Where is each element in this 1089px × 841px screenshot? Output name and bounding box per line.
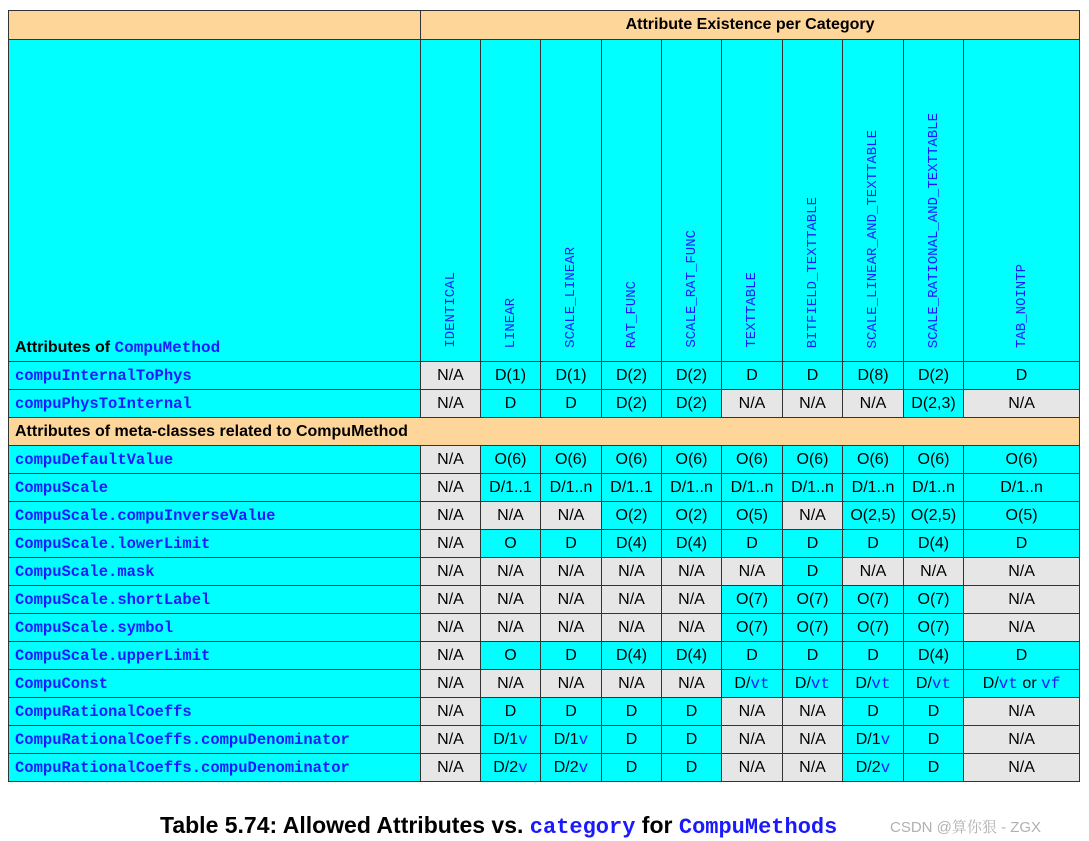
cell-text-part: D/1 xyxy=(493,730,519,748)
existence-cell xyxy=(481,754,541,782)
category-label: BITFIELD_TEXTTABLE xyxy=(804,196,821,348)
attribute-name: CompuScale.upperLimit xyxy=(9,642,421,670)
existence-cell: D(1) xyxy=(541,362,602,390)
existence-cell: D(4) xyxy=(904,530,964,558)
existence-cell: D xyxy=(602,698,662,726)
existence-cell: N/A xyxy=(421,446,481,474)
table-row xyxy=(9,474,1080,502)
existence-cell: D(2,3) xyxy=(904,390,964,418)
attribute-name: CompuRationalCoeffs.compuDenominator xyxy=(9,754,421,782)
existence-cell: O(2) xyxy=(662,502,722,530)
table-row xyxy=(9,754,1080,782)
existence-cell: D/1..n xyxy=(904,474,964,502)
category-label: SCALE_RAT_FUNC xyxy=(683,230,700,348)
existence-cell: D xyxy=(541,642,602,670)
existence-cell: N/A xyxy=(421,642,481,670)
existence-cell: D xyxy=(481,698,541,726)
existence-cell: O(6) xyxy=(602,446,662,474)
attribute-name: CompuScale.shortLabel xyxy=(9,586,421,614)
existence-cell: D(2) xyxy=(602,390,662,418)
attribute-name: CompuConst xyxy=(9,670,421,698)
attributes-header-text: Attributes of xyxy=(15,339,115,356)
existence-cell: N/A xyxy=(602,670,662,698)
existence-cell: D(2) xyxy=(662,362,722,390)
cell-text-part: D/ xyxy=(855,674,872,692)
existence-cell: O(7) xyxy=(843,586,904,614)
cell-code-part: v xyxy=(518,730,528,749)
cell-text-part: D/1 xyxy=(553,730,579,748)
category-header xyxy=(722,40,783,362)
cell-code-part: vt xyxy=(750,674,770,693)
existence-cell xyxy=(843,670,904,698)
existence-cell: N/A xyxy=(421,474,481,502)
attribute-name: CompuScale.lowerLimit xyxy=(9,530,421,558)
cell-text-part: D/ xyxy=(915,674,932,692)
attribute-name: compuPhysToInternal xyxy=(9,390,421,418)
category-label: TEXTTABLE xyxy=(744,272,760,348)
existence-cell: D(4) xyxy=(904,642,964,670)
attribute-name: CompuScale.symbol xyxy=(9,614,421,642)
existence-cell: D xyxy=(541,698,602,726)
existence-cell: N/A xyxy=(722,558,783,586)
group-title: Attribute Existence per Category xyxy=(421,11,1080,40)
cell-code-part: v xyxy=(880,758,891,777)
existence-cell: N/A xyxy=(783,502,843,530)
existence-cell: D(4) xyxy=(662,530,722,558)
existence-cell: N/A xyxy=(602,614,662,642)
existence-cell: D(1) xyxy=(481,362,541,390)
existence-cell: D xyxy=(602,754,662,782)
existence-cell: O(7) xyxy=(722,586,783,614)
existence-cell: O(6) xyxy=(722,446,783,474)
existence-cell: N/A xyxy=(662,670,722,698)
table-row xyxy=(9,390,1080,418)
existence-cell: D xyxy=(904,698,964,726)
existence-cell: O(5) xyxy=(722,502,783,530)
existence-cell: N/A xyxy=(904,558,964,586)
existence-cell: O(7) xyxy=(722,614,783,642)
existence-cell: N/A xyxy=(421,558,481,586)
category-label: SCALE_LINEAR xyxy=(563,247,579,348)
existence-cell: D xyxy=(783,530,843,558)
existence-cell: D/1..1 xyxy=(481,474,541,502)
category-header xyxy=(662,40,722,362)
table-row xyxy=(9,446,1080,474)
cell-code-part: vt xyxy=(871,674,891,693)
category-label: LINEAR xyxy=(502,297,519,348)
existence-cell xyxy=(843,726,904,754)
existence-cell: D/1..n xyxy=(662,474,722,502)
attribute-name: CompuRationalCoeffs.compuDenominator xyxy=(9,726,421,754)
existence-cell: N/A xyxy=(783,754,843,782)
existence-cell: O(7) xyxy=(904,614,964,642)
existence-cell: O(7) xyxy=(783,586,843,614)
existence-cell: D(4) xyxy=(602,530,662,558)
existence-cell: D(4) xyxy=(662,642,722,670)
cell-code-part: v xyxy=(578,730,589,749)
existence-cell: N/A xyxy=(481,586,541,614)
existence-cell: N/A xyxy=(964,586,1080,614)
existence-cell: N/A xyxy=(722,390,783,418)
cell-code-part: v xyxy=(518,758,528,777)
existence-cell: O(6) xyxy=(843,446,904,474)
existence-cell: N/A xyxy=(722,726,783,754)
existence-cell: N/A xyxy=(541,614,602,642)
existence-cell: N/A xyxy=(964,390,1080,418)
existence-cell: D(2) xyxy=(602,362,662,390)
existence-cell: O(6) xyxy=(783,446,843,474)
cell-text-part: D/2 xyxy=(553,758,579,776)
existence-cell: D xyxy=(722,362,783,390)
existence-cell: N/A xyxy=(421,530,481,558)
cell-text-part: D/ xyxy=(734,674,751,692)
existence-cell: N/A xyxy=(964,726,1080,754)
cell-text-part: D/ xyxy=(794,674,811,692)
table-row xyxy=(9,642,1080,670)
table-row xyxy=(9,362,1080,390)
existence-cell: D xyxy=(904,726,964,754)
existence-cell: D(8) xyxy=(843,362,904,390)
existence-cell: N/A xyxy=(421,726,481,754)
attributes-header xyxy=(9,40,421,362)
existence-cell xyxy=(843,754,904,782)
existence-cell: O(7) xyxy=(843,614,904,642)
header-corner xyxy=(9,11,421,40)
existence-cell: O(2,5) xyxy=(843,502,904,530)
existence-cell: O xyxy=(481,642,541,670)
existence-cell: N/A xyxy=(964,614,1080,642)
existence-cell: N/A xyxy=(421,586,481,614)
cell-text-part: D/ xyxy=(982,674,999,692)
table-row xyxy=(9,670,1080,698)
existence-cell: O(5) xyxy=(964,502,1080,530)
cell-code-part: vf xyxy=(1041,674,1061,693)
caption-code-compumethods: CompuMethods xyxy=(678,815,838,840)
existence-cell: D xyxy=(722,530,783,558)
existence-cell: D xyxy=(602,726,662,754)
existence-cell: N/A xyxy=(783,698,843,726)
existence-cell xyxy=(783,670,843,698)
existence-cell: N/A xyxy=(481,502,541,530)
cell-code-part: v xyxy=(578,758,589,777)
existence-cell: D/1..1 xyxy=(602,474,662,502)
existence-cell: N/A xyxy=(421,670,481,698)
existence-cell: N/A xyxy=(541,670,602,698)
category-header xyxy=(964,40,1080,362)
category-header xyxy=(843,40,904,362)
category-label: IDENTICAL xyxy=(442,272,459,348)
existence-cell: D xyxy=(904,754,964,782)
existence-cell: O(7) xyxy=(904,586,964,614)
existence-cell: N/A xyxy=(662,586,722,614)
cell-code-part: vt xyxy=(810,674,831,693)
existence-cell: D xyxy=(964,530,1080,558)
existence-cell: D xyxy=(964,362,1080,390)
existence-cell: N/A xyxy=(481,670,541,698)
existence-cell: D xyxy=(964,642,1080,670)
existence-cell: N/A xyxy=(602,586,662,614)
table-row xyxy=(9,558,1080,586)
existence-cell: D xyxy=(783,362,843,390)
table-row xyxy=(9,726,1080,754)
existence-cell: N/A xyxy=(602,558,662,586)
existence-cell: N/A xyxy=(541,558,602,586)
attribute-table xyxy=(8,10,1080,782)
category-header xyxy=(602,40,662,362)
existence-cell: N/A xyxy=(964,698,1080,726)
existence-cell: D/1..n xyxy=(541,474,602,502)
existence-cell: D xyxy=(481,390,541,418)
existence-cell xyxy=(481,726,541,754)
existence-cell: D xyxy=(662,754,722,782)
table-row xyxy=(9,586,1080,614)
table-row xyxy=(9,502,1080,530)
existence-cell xyxy=(541,754,602,782)
category-label: SCALE_RATIONAL_AND_TEXTTABLE xyxy=(925,112,942,348)
cell-code-part: vt xyxy=(998,674,1018,693)
existence-cell: N/A xyxy=(722,698,783,726)
cell-text-part: D/2 xyxy=(493,758,519,776)
existence-cell: N/A xyxy=(481,614,541,642)
existence-cell xyxy=(541,726,602,754)
existence-cell: N/A xyxy=(421,390,481,418)
existence-cell: N/A xyxy=(421,754,481,782)
existence-cell xyxy=(722,670,783,698)
existence-cell: O(2) xyxy=(602,502,662,530)
existence-cell xyxy=(904,670,964,698)
existence-cell: D(2) xyxy=(904,362,964,390)
table-row xyxy=(9,530,1080,558)
existence-cell: D xyxy=(843,698,904,726)
existence-cell: D xyxy=(722,642,783,670)
category-header xyxy=(904,40,964,362)
attribute-name: compuInternalToPhys xyxy=(9,362,421,390)
existence-cell: N/A xyxy=(421,502,481,530)
existence-cell: D/1..n xyxy=(722,474,783,502)
existence-cell: N/A xyxy=(541,502,602,530)
table-caption xyxy=(160,812,837,840)
cell-code-part: vt xyxy=(931,674,952,693)
table-row xyxy=(9,614,1080,642)
existence-cell: D xyxy=(843,530,904,558)
existence-cell: O(6) xyxy=(481,446,541,474)
existence-cell: D xyxy=(783,558,843,586)
existence-cell: N/A xyxy=(722,754,783,782)
category-label: RAT_FUNC xyxy=(623,280,640,348)
section-header: Attributes of meta-classes related to CompuMethod xyxy=(9,418,1080,446)
existence-cell: O(6) xyxy=(662,446,722,474)
caption-mid: for xyxy=(635,812,679,838)
existence-cell: N/A xyxy=(843,558,904,586)
existence-cell: D(4) xyxy=(602,642,662,670)
existence-cell: N/A xyxy=(541,586,602,614)
existence-cell: D xyxy=(662,726,722,754)
cell-text-part: or xyxy=(1017,674,1042,692)
existence-cell: D xyxy=(662,698,722,726)
attributes-header-code: CompuMethod xyxy=(114,339,221,357)
existence-cell: O(6) xyxy=(904,446,964,474)
category-label: SCALE_LINEAR_AND_TEXTTABLE xyxy=(865,129,881,348)
existence-cell: D xyxy=(541,390,602,418)
existence-cell: N/A xyxy=(662,614,722,642)
watermark: CSDN @算你狠 - ZGX xyxy=(890,819,1042,836)
cell-text-part: D/2 xyxy=(855,758,881,776)
existence-cell: N/A xyxy=(662,558,722,586)
existence-cell: N/A xyxy=(964,558,1080,586)
caption-prefix: Table 5.74: Allowed Attributes vs. xyxy=(160,812,530,838)
existence-cell: N/A xyxy=(421,362,481,390)
existence-cell: O(7) xyxy=(783,614,843,642)
table-row xyxy=(9,698,1080,726)
existence-cell: N/A xyxy=(421,614,481,642)
existence-cell: D xyxy=(541,530,602,558)
existence-cell: O(6) xyxy=(541,446,602,474)
existence-cell: N/A xyxy=(481,558,541,586)
existence-cell: N/A xyxy=(964,754,1080,782)
cell-text-part: D/1 xyxy=(855,730,881,748)
existence-cell: O xyxy=(481,530,541,558)
attribute-name: CompuScale xyxy=(9,474,421,502)
existence-cell: D(2) xyxy=(662,390,722,418)
existence-cell: D xyxy=(783,642,843,670)
attribute-name: CompuScale.mask xyxy=(9,558,421,586)
category-label: TAB_NOINTP xyxy=(1013,263,1030,348)
existence-cell: N/A xyxy=(783,390,843,418)
attribute-name: compuDefaultValue xyxy=(9,446,421,474)
existence-cell: N/A xyxy=(783,726,843,754)
existence-cell: N/A xyxy=(843,390,904,418)
category-header xyxy=(421,40,481,362)
cell-code-part: v xyxy=(880,730,891,749)
existence-cell: D/1..n xyxy=(964,474,1080,502)
caption-code-category: category xyxy=(529,815,636,840)
existence-cell xyxy=(964,670,1080,698)
category-header xyxy=(541,40,602,362)
category-header xyxy=(783,40,843,362)
attribute-name: CompuRationalCoeffs xyxy=(9,698,421,726)
existence-cell: N/A xyxy=(421,698,481,726)
existence-cell: D/1..n xyxy=(843,474,904,502)
existence-cell: D xyxy=(843,642,904,670)
category-header xyxy=(481,40,541,362)
existence-cell: O(6) xyxy=(964,446,1080,474)
attribute-name: CompuScale.compuInverseValue xyxy=(9,502,421,530)
existence-cell: O(2,5) xyxy=(904,502,964,530)
existence-cell: D/1..n xyxy=(783,474,843,502)
